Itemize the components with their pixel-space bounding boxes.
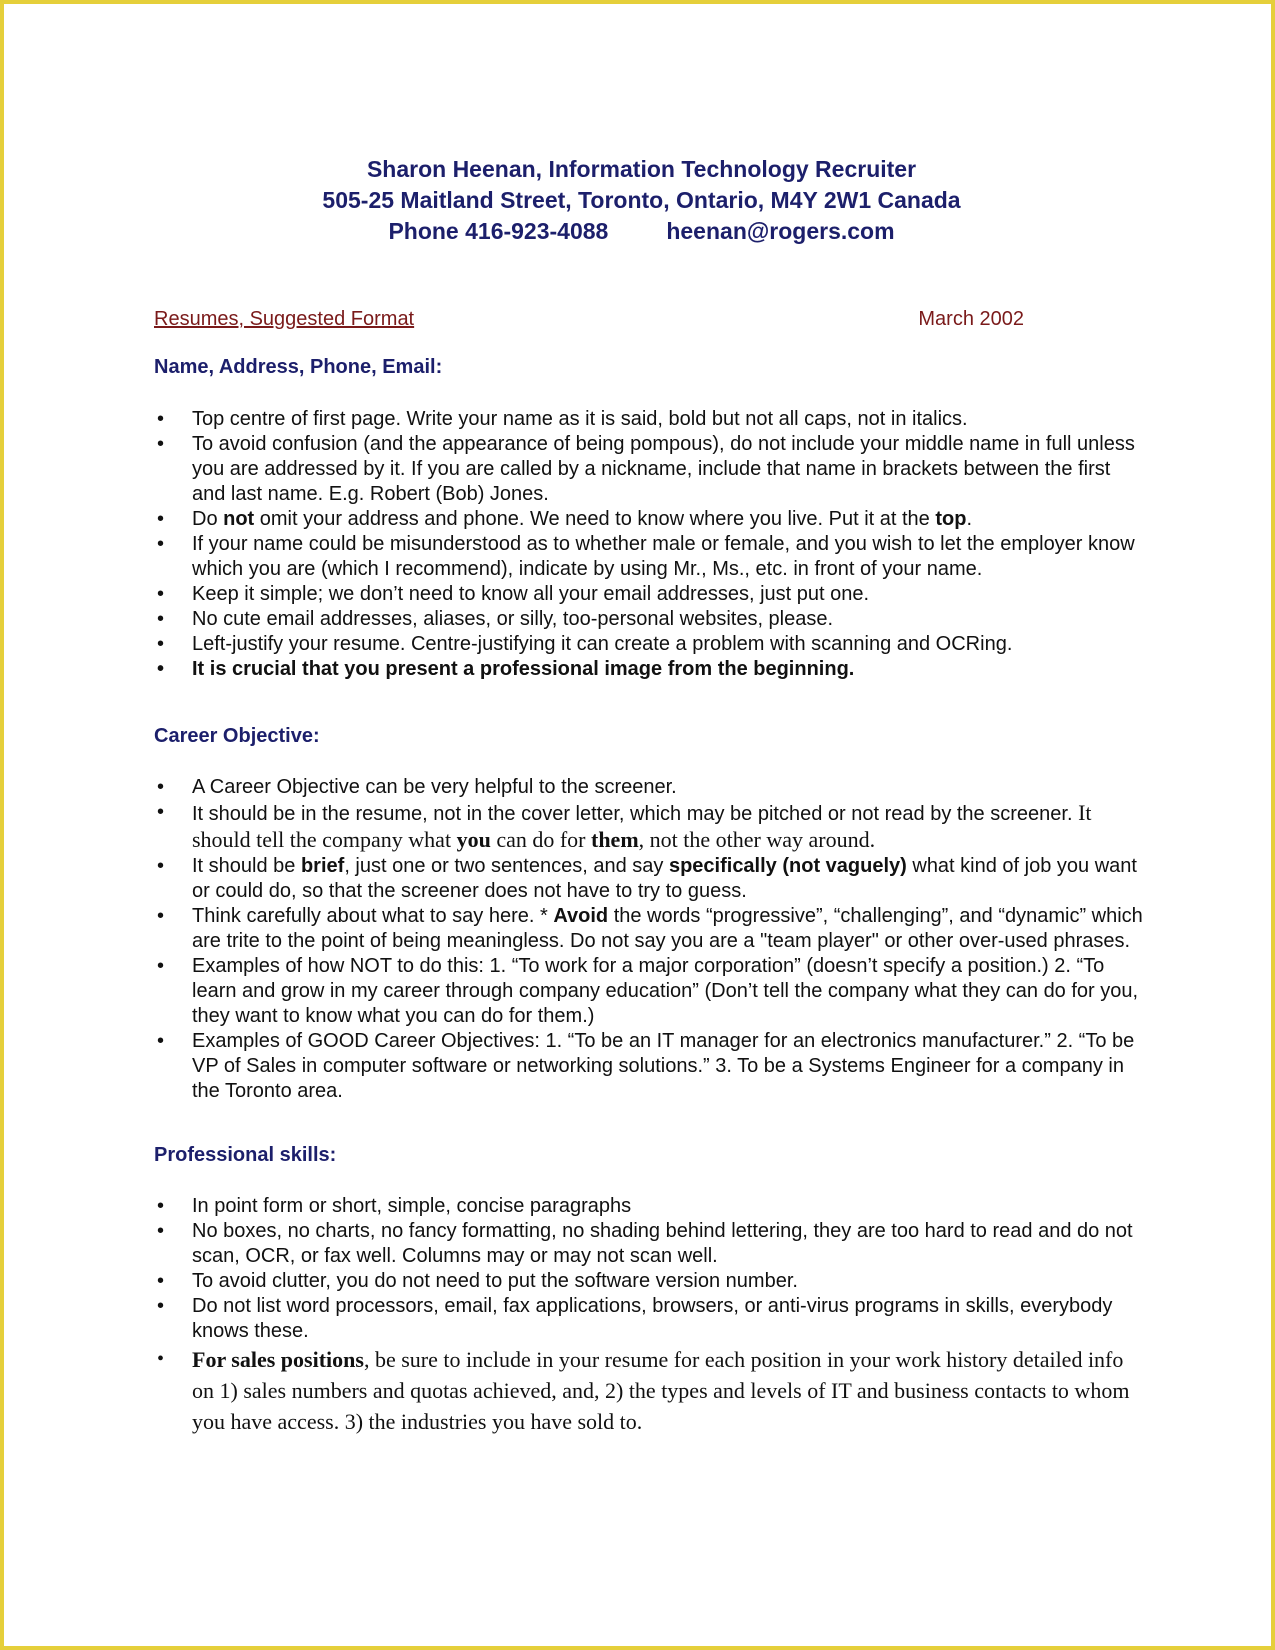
list-item: • Examples of GOOD Career Objectives: 1. “To be an IT manager for an electronics manufacturer.” 2. “To be VP of Sales in computer software or networking solutions.” 3. To be a Systems Engineer for a company in the Toronto area.: [154, 1029, 1144, 1104]
header-phone: Phone 416-923-4088: [388, 218, 609, 244]
text: , not the other way around.: [638, 827, 876, 852]
bullet-list-professional-skills: [154, 1194, 1144, 1437]
text: It should tell the company what: [192, 800, 1092, 852]
list-item: • No cute email addresses, aliases, or silly, too-personal websites, please.: [154, 607, 1144, 632]
section-heading-professional-skills: Professional skills:: [154, 1144, 337, 1166]
text: the words “progressive”, “challenging”, and “dynamic” which are trite to the point of being meaningless. Do not say you are a "team player" or other over-used phrases.: [192, 905, 1143, 952]
list-item: • It is crucial that you present a professional image from the beginning.: [154, 657, 1144, 682]
list-item: • If your name could be misunderstood as to whether male or female, and you wish to let the employer know which you are (which I recommend), indicate by using Mr., Ms., etc. in front of your name.: [154, 532, 1144, 582]
list-item: • To avoid clutter, you do not need to put the software version number.: [154, 1269, 1144, 1294]
text: Think carefully about what to say here. *: [192, 905, 554, 927]
list-item: [154, 854, 1144, 904]
list-item: [154, 507, 1144, 532]
section-heading-career-objective: Career Objective:: [154, 725, 320, 747]
text: It should be: [192, 855, 301, 877]
list-item: • Left-justify your resume. Centre-justifying it can create a problem with scanning and OCRing.: [154, 632, 1144, 657]
list-item: [154, 800, 1144, 854]
emphasis-text: specifically (not vaguely): [668, 855, 907, 877]
emphasis-text: them: [591, 827, 639, 852]
list-item: • In point form or short, simple, concise paragraphs: [154, 1194, 1144, 1219]
list-item: • Examples of how NOT to do this: 1. “To work for a major corporation” (doesn’t specify a position.) 2. “To learn and grow in my career through company education” (Don’t tell the company what they can do for you, they want to know what you can do for them.): [154, 954, 1144, 1029]
emphasis-text: top: [935, 508, 967, 530]
emphasis-text: For sales positions: [192, 1347, 364, 1372]
header-address-line: 505-25 Maitland Street, Toronto, Ontario, M4Y 2W1 Canada: [322, 187, 961, 213]
text: what kind of job you want or could do, so that the screener does not have to try to guess.: [192, 855, 1137, 902]
document-date: March 2002: [918, 308, 1024, 330]
text: , be sure to include in your resume for each position in your work history detailed info on 1) sales numbers and quotas achieved, and, 2) the types and levels of IT and business contacts to whom you have access. 3) the industries you have sold to.: [192, 1347, 1130, 1434]
text: , just one or two sentences, and say: [344, 855, 669, 877]
header-name-line: Sharon Heenan, Information Technology Recruiter: [366, 156, 917, 182]
list-item: [154, 904, 1144, 954]
emphasis-text: brief: [300, 855, 345, 877]
emphasis-text: not: [223, 508, 255, 530]
bullet-list-career-objective: [154, 775, 1144, 1104]
text: It should be in the resume, not in the cover letter, which may be pitched or not read by the screener.: [192, 803, 1079, 825]
text: omit your address and phone. We need to know where you live. Put it at the: [254, 508, 936, 530]
list-item: • To avoid confusion (and the appearance of being pompous), do not include your middle name in full unless you are addressed by it. If you are called by a nickname, include that name in brackets between the first and last name. E.g. Robert (Bob) Jones.: [154, 432, 1144, 507]
text: .: [966, 508, 973, 530]
bullet-list-name-address: [154, 407, 1144, 682]
document-title-row: [154, 308, 1024, 331]
list-item: [154, 1344, 1144, 1437]
list-item: • A Career Objective can be very helpful to the screener.: [154, 775, 1144, 800]
document-title: Resumes, Suggested Format: [154, 308, 415, 330]
header-email[interactable]: heenan@rogers.com: [666, 218, 895, 244]
list-item: • Do not list word processors, email, fax applications, browsers, or anti-virus programs in skills, everybody knows these.: [154, 1294, 1144, 1344]
header-contact-line: [4, 218, 1275, 245]
emphasis-text: Avoid: [553, 905, 609, 927]
section-heading-name-address: Name, Address, Phone, Email:: [154, 356, 443, 378]
list-item: • No boxes, no charts, no fancy formatting, no shading behind lettering, they are too hard to read and do not scan, OCR, or fax well. Columns may or may not scan well.: [154, 1219, 1144, 1269]
list-item: • Top centre of first page. Write your name as it is said, bold but not all caps, not in italics.: [154, 407, 1144, 432]
emphasis-text: you: [456, 827, 491, 852]
list-item: • Keep it simple; we don’t need to know all your email addresses, just put one.: [154, 582, 1144, 607]
text: Do: [192, 508, 224, 530]
text: can do for: [490, 827, 591, 852]
